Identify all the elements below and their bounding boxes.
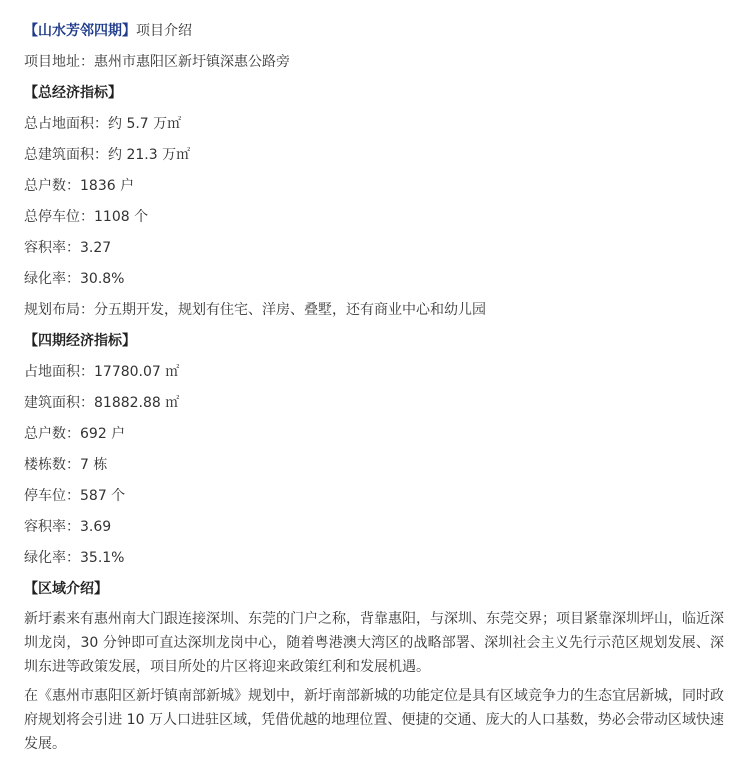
phase4-heading: 【四期经济指标】 xyxy=(24,333,136,349)
overall-item-households: 总户数：1836 户 xyxy=(24,178,135,194)
overall-item-plot-ratio: 容积率：3.27 xyxy=(24,240,112,256)
project-name: 【山水芳邻四期】 xyxy=(24,23,136,39)
phase4-item-buildings: 楼栋数：7 栋 xyxy=(24,457,108,473)
overall-item-layout: 规划布局：分五期开发，规划有住宅、洋房、叠墅，还有商业中心和幼儿园 xyxy=(24,302,486,318)
region-paragraph: 新圩素来有惠州南大门跟连接深圳、东莞的门户之称，背靠惠阳，与深圳、东莞交界；项目紧靠深圳坪山，临近深圳龙岗，30 分钟即可直达深圳龙岗中心，随着粤港澳大湾区的战略部署、深圳社会主义先行示范区规划发展、深圳东进等政策发展，项目所处的片区将迎来政策红利和发展机遇。 xyxy=(24,611,724,675)
phase4-item-plot-ratio: 容积率：3.69 xyxy=(24,519,112,535)
page-title xyxy=(24,20,192,42)
region-heading: 【区域介绍】 xyxy=(24,581,108,597)
phase4-item-land-area: 占地面积：17780.07 ㎡ xyxy=(24,364,180,380)
title-suffix: 项目介绍 xyxy=(136,23,192,39)
overall-item-green-ratio: 绿化率：30.8% xyxy=(24,271,125,287)
overall-item-land-area: 总占地面积：约 5.7 万㎡ xyxy=(24,116,182,132)
project-address: 项目地址：惠州市惠阳区新圩镇深惠公路旁 xyxy=(24,54,290,70)
region-paragraph: 在《惠州市惠阳区新圩镇南部新城》规划中，新圩南部新城的功能定位是具有区域竞争力的生态宜居新城，同时政府规划将会引进 10 万人口进驻区域，凭借优越的地理位置、便捷的交通、庞大的人口基数，势必会带动区域快速发展。 xyxy=(24,688,724,752)
overall-heading: 【总经济指标】 xyxy=(24,85,122,101)
overall-item-parking: 总停车位：1108 个 xyxy=(24,209,149,225)
phase4-item-parking: 停车位：587 个 xyxy=(24,488,126,504)
phase4-item-households: 总户数：692 户 xyxy=(24,426,126,442)
phase4-item-building-area: 建筑面积：81882.88 ㎡ xyxy=(24,395,180,411)
overall-item-building-area: 总建筑面积：约 21.3 万㎡ xyxy=(24,147,191,163)
phase4-item-green-ratio: 绿化率：35.1% xyxy=(24,550,125,566)
